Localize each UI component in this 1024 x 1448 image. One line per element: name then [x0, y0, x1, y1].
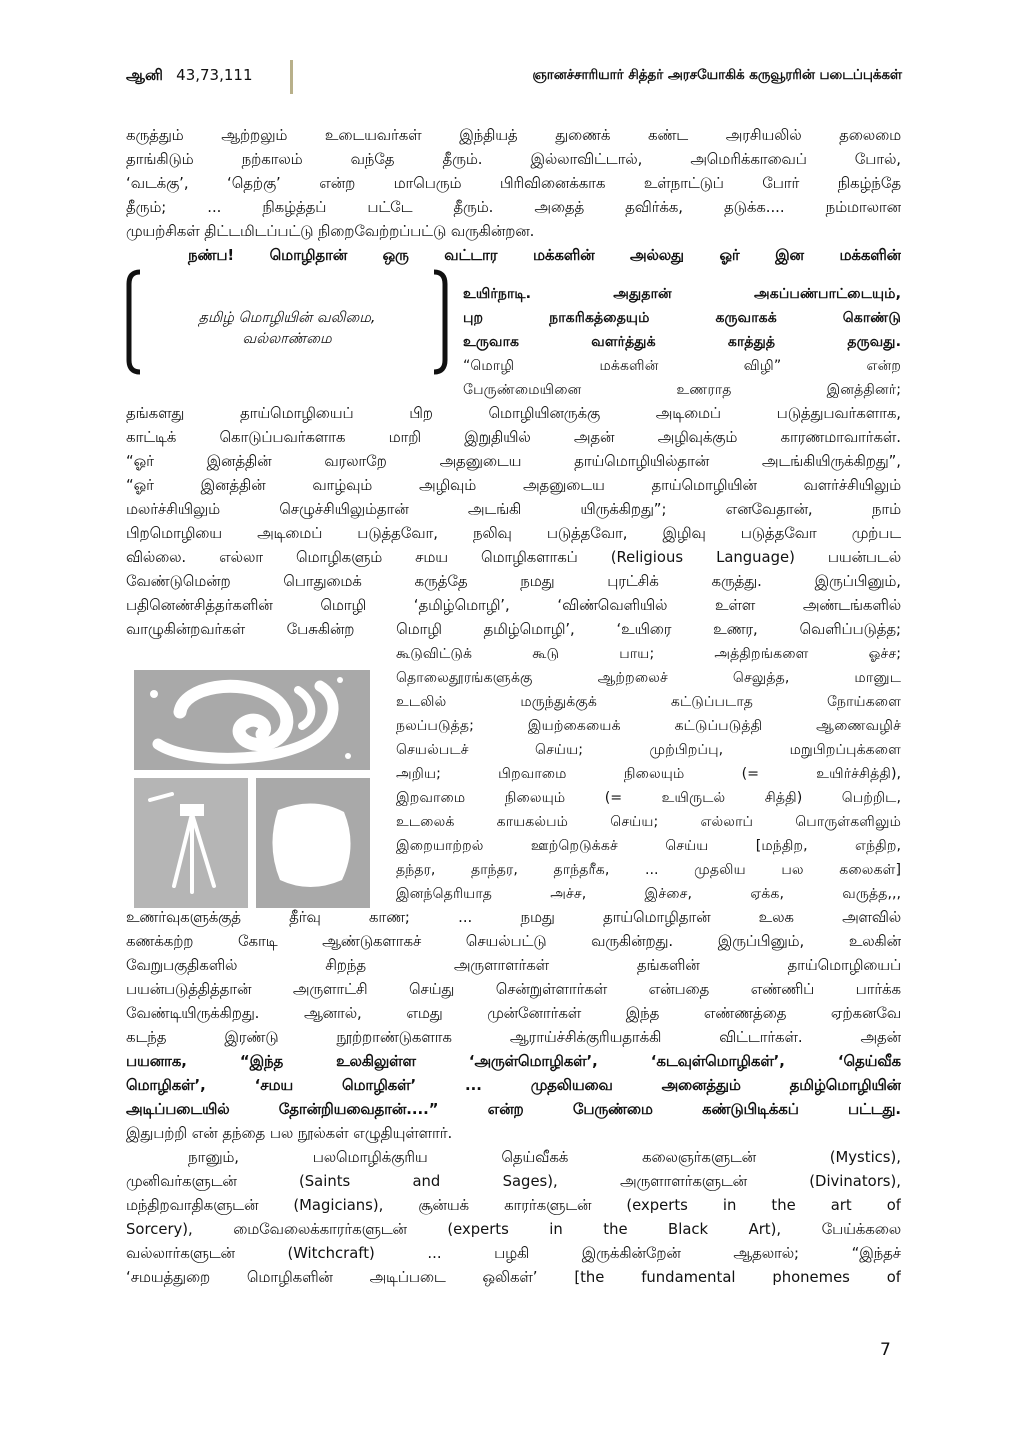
text-line: பிறமொழியை அடிமைப் படுத்தவோ, நலிவு படுத்தவோ, இழிவு படுத்தவோ முற்பட — [126, 525, 901, 542]
text-line: நலப்படுத்த; இயற்கையைக் கட்டுப்படுத்தி ஆணைவழிச் — [396, 718, 901, 734]
callout-line-1: தமிழ் மொழியின் வலிமை, — [198, 310, 376, 326]
callout-box — [126, 268, 448, 376]
text-line: கருத்தும் ஆற்றலும் உடையவர்கள் இந்தியத் துணைக் கண்ட அரசியலில் தலைமை — [126, 127, 901, 144]
text-line: புற நாகரிகத்தையும் கருவாகக் கொண்டு — [463, 310, 901, 326]
text-line: உடலில் மருந்துக்குக் கட்டுப்படாத நோய்களை — [396, 694, 901, 710]
text-line: பயன்படுத்தித்தான் அருளாட்சி செய்து சென்றுள்ளார்கள் என்பதை எண்ணிப் பார்க்க — [126, 981, 901, 998]
text-line: இனந்தெரியாத அச்ச, இச்சை, ஏக்க, வருத்த,,, — [396, 886, 901, 902]
header-month: ஆனி — [126, 66, 163, 84]
text-line: ‘வடக்கு’, ‘தெற்கு’ என்ற மாபெரும் பிரிவினைக்காக உள்நாட்டுப் போர் நிகழ்ந்தே — [126, 175, 901, 192]
text-line: வேண்டியிருக்கிறது. ஆனால், எமது முன்னோர்கள் இந்த எண்ணத்தை ஏற்கனவே — [126, 1005, 901, 1022]
text-line: “மொழி மக்களின் விழி” என்ற — [463, 358, 901, 374]
text-line: வல்லார்களுடன் (Witchcraft) ... பழகி இருக்கின்றேன் ஆதலால்; “இந்தச் — [126, 1245, 901, 1262]
text-line: தந்தர, தாந்தர, தாந்தரீக, ... முதலிய பல கலைகள்] — [396, 862, 901, 878]
text-line: உயிர்நாடி. அதுதான் அகப்பண்பாட்டையும், — [463, 286, 901, 302]
text-line: வில்லை. எல்லா மொழிகளும் சமய மொழிகளாகப் (Religious Language) பயன்படல் — [126, 549, 901, 566]
text-line: வாழுகின்றவர்கள் பேசுகின்ற மொழி தமிழ்மொழி’, ‘உயிரை உணர, வெளிப்படுத்த; — [126, 621, 901, 638]
text-line: நண்ப! மொழிதான் ஒரு வட்டார மக்களின் அல்லது ஓர் இன மக்களின் — [188, 247, 901, 264]
text-line: மந்திறவாதிகளுடன் (Magicians), சூன்யக் காரர்களுடன் (experts in the art of — [126, 1197, 901, 1214]
text-line: வேண்டுமென்ற பொதுமைக் கருத்தே நமது புரட்சிக் கருத்து. இருப்பினும், — [126, 573, 901, 590]
text-line: கூடுவிட்டுக் கூடு பாய; அத்திறங்களை ஓச்ச; — [396, 646, 901, 662]
text-line: உருவாக வளர்த்துக் காத்துத் தருவது. — [463, 334, 901, 350]
text-line: பயனாக, “இந்த உலகிலுள்ள ‘அருள்மொழிகள்’, ‘கடவுள்மொழிகள்’, ‘தெய்வீக — [126, 1053, 901, 1070]
text-line: தங்களது தாய்மொழியைப் பிற மொழியினருக்கு அடிமைப் படுத்துபவர்களாக, — [126, 405, 901, 422]
text-line: முனிவர்களுடன் (Saints and Sages), அருளாளர்களுடன் (Divinators), — [126, 1173, 901, 1190]
text-line: தாங்கிடும் நற்காலம் வந்தே தீரும். இல்லாவிட்டால், அமெரிக்காவைப் போல், — [126, 151, 901, 168]
text-line: உணர்வுகளுக்குத் தீர்வு காண; ... நமது தாய்மொழிதான் உலக அளவில் — [126, 909, 901, 926]
text-line: உடலைக் காயகல்பம் செய்ய; எல்லாப் பொருள்களிலும் — [396, 814, 901, 830]
text-line: இதுபற்றி என் தந்தை பல நூல்கள் எழுதியுள்ளார். — [126, 1125, 453, 1142]
text-line: தீரும்; ... நிகழ்த்தப் பட்டே தீரும். அதைத் தவிர்க்க, தடுக்க.... நம்மாலான — [126, 199, 901, 216]
text-line: கடந்த இரண்டு நூற்றாண்டுகளாக ஆராய்ச்சிக்குரியதாக்கி விட்டார்கள். அதன் — [126, 1029, 901, 1046]
text-line: இறையாற்றல் ஊற்றெடுக்கச் செய்ய [மந்திற, எந்திற, — [396, 838, 901, 854]
header-title: ஞானச்சாரியார் சித்தர் அரசயோகிக் கருவூரரின் படைப்புக்கள் — [532, 68, 902, 83]
text-line: தொலைதூரங்களுக்கு ஆற்றலைச் செலுத்த, மானுட — [396, 670, 901, 686]
text-line: முயற்சிகள் திட்டமிடப்பட்டு நிறைவேற்றப்பட்டு வருகின்றன. — [126, 223, 535, 240]
page-number: 7 — [880, 1340, 891, 1360]
galaxy-telescope-illustration — [128, 660, 376, 912]
text-line: செயல்படச் செய்ய; முற்பிறப்பு, மறுபிறப்புக்களை — [396, 742, 901, 758]
text-line: அடிப்படையில் தோன்றியவைதான்....” என்ற பேருண்மை கண்டுபிடிக்கப் பட்டது. — [126, 1101, 901, 1118]
text-line: பேருண்மையினை உணராத இனத்தினர்; — [463, 382, 901, 398]
text-line: மலர்ச்சியிலும் செழுச்சியிலும்தான் அடங்கி யிருக்கிறது”; எனவேதான், நாம் — [126, 501, 901, 518]
text-line: இறவாமை நிலையும் (= உயிருடல் சித்தி) பெற்றிட, — [396, 790, 901, 806]
text-line: மொழிகள்’, ‘சமய மொழிகள்’ ... முதலியவை அனைத்தும் தமிழ்மொழியின் — [126, 1077, 901, 1094]
header-left — [126, 66, 253, 86]
text-line: “ஓர் இனத்தின் வாழ்வும் அழிவும் அதனுடைய தாய்மொழியின் வளர்ச்சியிலும் — [126, 477, 901, 494]
text-line: காட்டிக் கொடுப்பவர்களாக மாறி இறுதியில் அதன் அழிவுக்கும் காரணமாவார்கள். — [126, 429, 901, 446]
text-line: “ஓர் இனத்தின் வரலாறே அதனுடைய தாய்மொழியில்தான் அடங்கியிருக்கிறது”, — [126, 453, 901, 470]
text-line: Sorcery), மைவேலைக்காரர்களுடன் (experts in the Black Art), பேய்க்கலை — [126, 1221, 901, 1238]
text-line: நானும், பலமொழிக்குரிய தெய்வீகக் கலைஞர்களுடன் (Mystics), — [188, 1149, 901, 1166]
callout-text — [146, 308, 428, 350]
text-line: வேறுபகுதிகளில் சிறந்த அருளாளர்கள் தங்களின் தாய்மொழியைப் — [126, 957, 901, 974]
text-line: பதினெண்சித்தர்களின் மொழி ‘தமிழ்மொழி’, ‘விண்வெளியில் உள்ள அண்டங்களில் — [126, 597, 901, 614]
header-divider — [290, 60, 293, 94]
callout-line-2: வல்லாண்மை — [242, 331, 332, 347]
text-line: ‘சமயத்துறை மொழிகளின் அடிப்படை ஒலிகள்’ [the fundamental phonemes of — [126, 1269, 901, 1286]
header-numbers: 43,73,111 — [176, 66, 253, 84]
text-line: கணக்கற்ற கோடி ஆண்டுகளாகச் செயல்பட்டு வருகின்றது. இருப்பினும், உலகின் — [126, 933, 901, 950]
text-line: அறிய; பிறவாமை நிலையும் (= உயிர்ச்சித்தி), — [396, 766, 901, 782]
